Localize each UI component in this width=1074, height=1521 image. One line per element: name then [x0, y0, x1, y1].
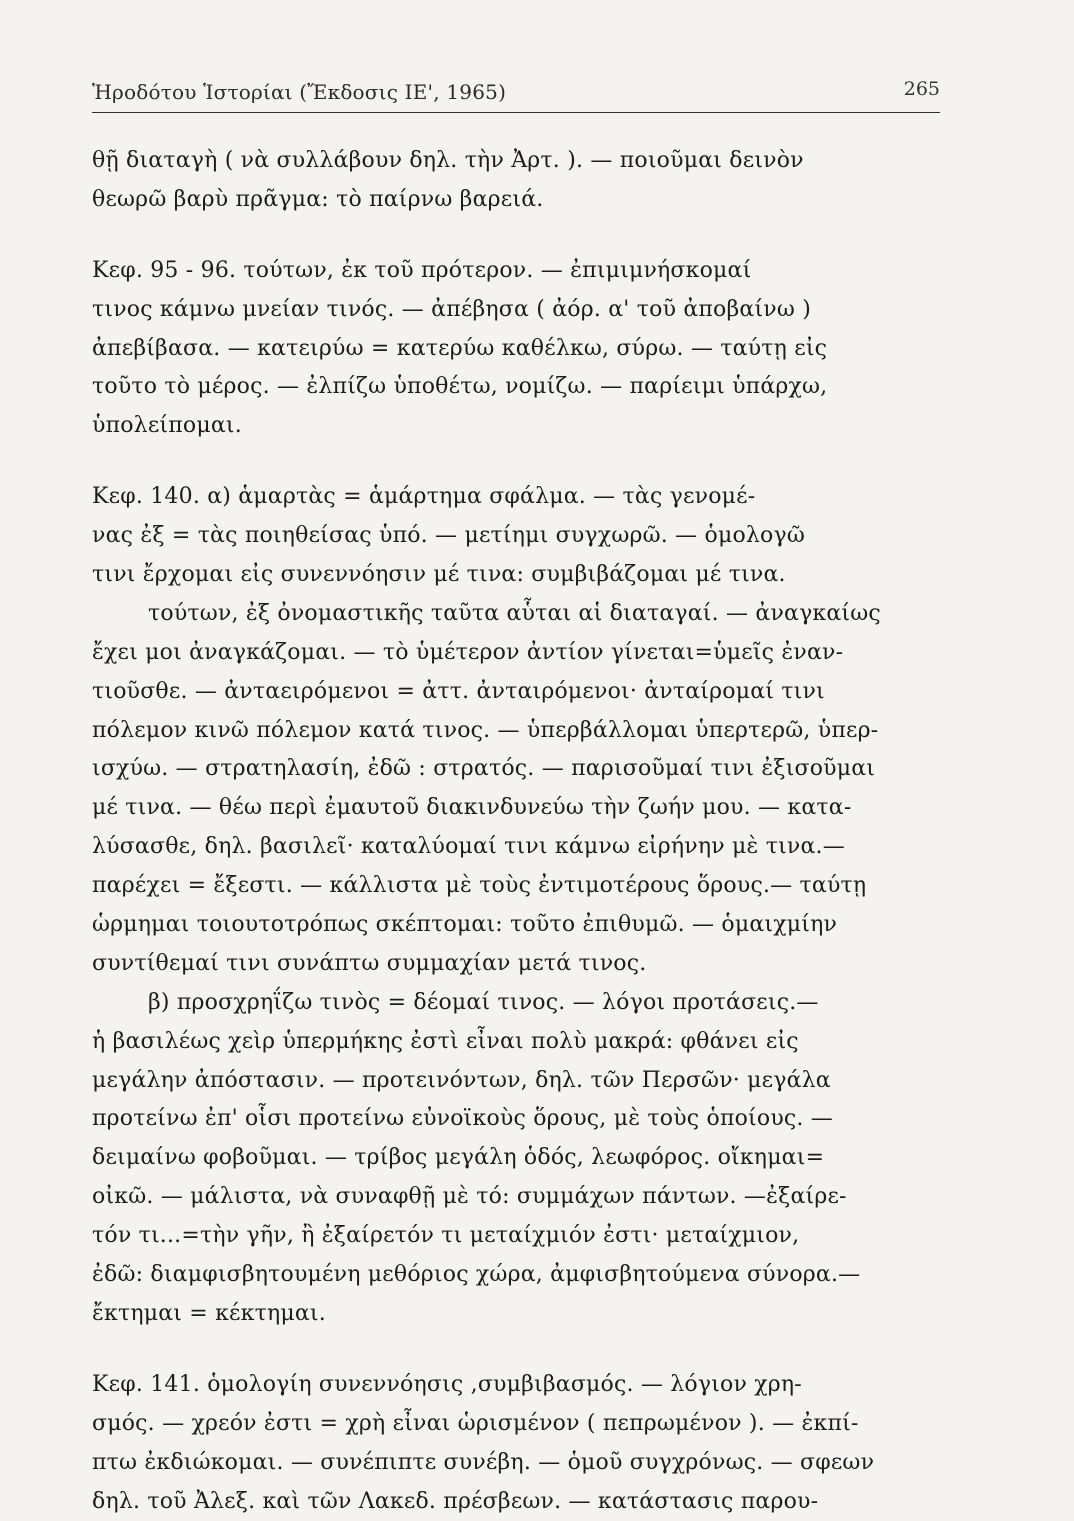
text-line: Κεφ. 140. α) ἁμαρτὰς = ἁμάρτημα σφάλμα. — τὰς γενομέ-: [92, 478, 944, 517]
paragraph-chapter-140a: [92, 478, 944, 984]
glossary-text: [92, 142, 944, 1521]
header-title: Ἡροδότου Ἱστορίαι (Ἔκδοσις ΙΕ', 1965): [92, 80, 506, 104]
text-line: ἐδῶ: διαμφισβητουμένη μεθόριος χώρα, ἀμφισβητούμενα σύνορα.—: [92, 1256, 944, 1295]
text-line: Κεφ. 95 - 96. τούτων, ἐκ τοῦ πρότερον. — ἐπιμιμνήσκομαί: [92, 252, 944, 291]
text-line: μέ τινα. — θέω περὶ ἐμαυτοῦ διακινδυνεύω τὴν ζωήν μου. — κατα-: [92, 789, 944, 828]
text-line: ὑπολείπομαι.: [92, 407, 944, 446]
paragraph-continuation: [92, 142, 944, 220]
text-line: ἔχει μοι ἀναγκάζομαι. — τὸ ὑμέτερον ἀντίον γίνεται=ὑμεῖς ἐναν-: [92, 634, 944, 673]
text-line: δειμαίνω φοβοῦμαι. — τρίβος μεγάλη ὁδός, λεωφόρος. οἴκημαι=: [92, 1139, 944, 1178]
paragraph-chapter-140b: [92, 984, 944, 1334]
running-header: [92, 78, 940, 113]
text-line: παρέχει = ἔξεστι. — κάλλιστα μὲ τοὺς ἐντιμοτέρους ὅρους.— ταύτῃ: [92, 867, 944, 906]
text-line: πτω ἐκδιώκομαι. — συνέπιπτε συνέβη. — ὁμοῦ συγχρόνως. — σφεων: [92, 1444, 944, 1483]
text-line: ἔκτημαι = κέκτημαι.: [92, 1295, 944, 1334]
text-line: προτείνω ἐπ' οἷσι προτείνω εὐνοϊκοὺς ὅρους, μὲ τοὺς ὁποίους. —: [92, 1100, 944, 1139]
text-line: ἀπεβίβασα. — κατειρύω = κατερύω καθέλκω, σύρω. — ταύτῃ εἰς: [92, 330, 944, 369]
text-line: ὡρμημαι τοιουτοτρόπως σκέπτομαι: τοῦτο ἐπιθυμῶ. — ὁμαιχμίην: [92, 906, 944, 945]
text-line: θῇ διαταγὴ ( νὰ συλλάβουν δηλ. τὴν Ἀρτ. ). — ποιοῦμαι δεινὸν: [92, 142, 944, 181]
text-line: τιοῦσθε. — ἀνταειρόμενοι = ἀττ. ἀνταιρόμενοι· ἀνταίρομαί τινι: [92, 673, 944, 712]
text-line: οἰκῶ. — μάλιστα, νὰ συναφθῇ μὲ τό: συμμάχων πάντων. —ἐξαίρε-: [92, 1178, 944, 1217]
text-line: τινος κάμνω μνείαν τινός. — ἀπέβησα ( ἀόρ. α' τοῦ ἀποβαίνω ): [92, 291, 944, 330]
text-line: νας ἐξ = τὰς ποιηθείσας ὑπό. — μετίημι συγχωρῶ. — ὁμολογῶ: [92, 517, 944, 556]
text-line: πόλεμον κινῶ πόλεμον κατά τινος. — ὑπερβάλλομαι ὑπερτερῶ, ὑπερ-: [92, 712, 944, 751]
text-line: θεωρῶ βαρὺ πρᾶγμα: τὸ παίρνω βαρειά.: [92, 181, 944, 220]
text-line: μεγάλην ἀπόστασιν. — προτεινόντων, δηλ. τῶν Περσῶν· μεγάλα: [92, 1062, 944, 1101]
text-line: β) προσχρηΐζω τινὸς = δέομαί τινος. — λόγοι προτάσεις.—: [92, 984, 944, 1023]
text-line: λύσασθε, δηλ. βασιλεῖ· καταλύομαί τινι κάμνω εἰρήνην μὲ τινα.—: [92, 828, 944, 867]
text-line: δηλ. τοῦ Ἀλεξ. καὶ τῶν Λακεδ. πρέσβεων. — κατάστασις παρου-: [92, 1483, 944, 1521]
paragraph-chapter-141: [92, 1366, 944, 1521]
text-line: τινι ἔρχομαι εἰς συνεννόησιν μέ τινα: συμβιβάζομαι μέ τινα.: [92, 556, 944, 595]
text-line: τοῦτο τὸ μέρος. — ἐλπίζω ὑποθέτω, νομίζω. — παρίειμι ὑπάρχω,: [92, 368, 944, 407]
page-number: 265: [904, 78, 940, 100]
text-line: σμός. — χρεόν ἐστι = χρὴ εἶναι ὡρισμένον ( πεπρωμένον ). — ἐκπί-: [92, 1405, 944, 1444]
text-line: τόν τι...=τὴν γῆν, ἢ ἐξαίρετόν τι μεταίχμιόν ἐστι· μεταίχμιον,: [92, 1217, 944, 1256]
text-line: ἡ βασιλέως χεὶρ ὑπερμήκης ἐστὶ εἶναι πολὺ μακρά: φθάνει εἰς: [92, 1023, 944, 1062]
paragraph-chapter-95-96: [92, 252, 944, 446]
text-line: ισχύω. — στρατηλασίη, ἐδῶ : στρατός. — παρισοῦμαί τινι ἐξισοῦμαι: [92, 750, 944, 789]
text-line: συντίθεμαί τινι συνάπτω συμμαχίαν μετά τινος.: [92, 945, 944, 984]
text-line: Κεφ. 141. ὁμολογίη συνεννόησις ,συμβιβασμός. — λόγιον χρη-: [92, 1366, 944, 1405]
text-line: τούτων, ἐξ ὀνομαστικῆς ταῦτα αὗται αἱ διαταγαί. — ἀναγκαίως: [92, 595, 944, 634]
